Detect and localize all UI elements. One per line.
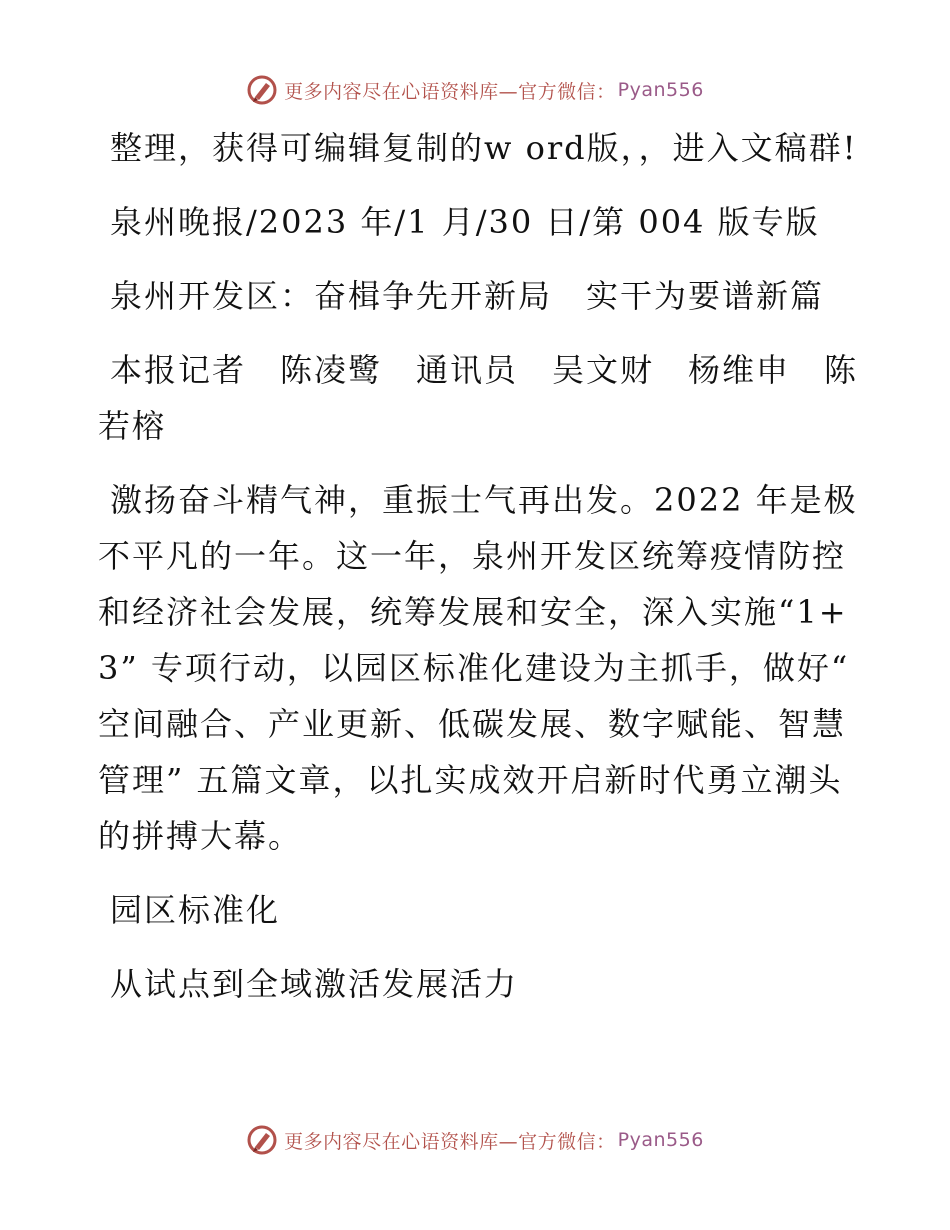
watermark-text: 更多内容尽在心语资料库—官方微信： [284,80,616,103]
byline: 本报记者 陈凌鹭 通讯员 吴文财 杨维申 陈若榕 [98,351,859,445]
watermark-wechat-id: Pyan556 [617,1129,704,1151]
document-body [98,120,862,1030]
pen-logo-icon [246,1124,278,1156]
section-subheading: 从试点到全域激活发展活力 [110,965,519,1003]
watermark-footer [0,1120,950,1160]
article-title: 泉州开发区：奋楫争先开新局 实干为要谱新篇 [110,277,825,315]
source-line: 泉州晚报/2023 年/1 月/30 日/第 004 版专版 [110,203,820,241]
section-heading: 园区标准化 [110,891,281,929]
pen-logo-icon [246,74,278,106]
watermark-wechat-id: Pyan556 [617,79,704,101]
intro-paragraph: 整理，获得可编辑复制的w ord版，，进入文稿群! [110,129,858,167]
watermark-header [0,70,950,110]
body-paragraph: 激扬奋斗精气神，重振士气再出发。2022 年是极不平凡的一年。这一年，泉州开发区统筹疫情防控和经济社会发展，统筹发展和安全，深入实施“1+3” 专项行动，以园区标准化建设为主抓手，做好“ 空间融合、产业更新、低碳发展、数字赋能、智慧管理” 五篇文章，以扎实成效开启新时代勇立潮头的拼搏大幕。 [98,481,862,855]
watermark-text: 更多内容尽在心语资料库—官方微信： [284,1130,616,1153]
